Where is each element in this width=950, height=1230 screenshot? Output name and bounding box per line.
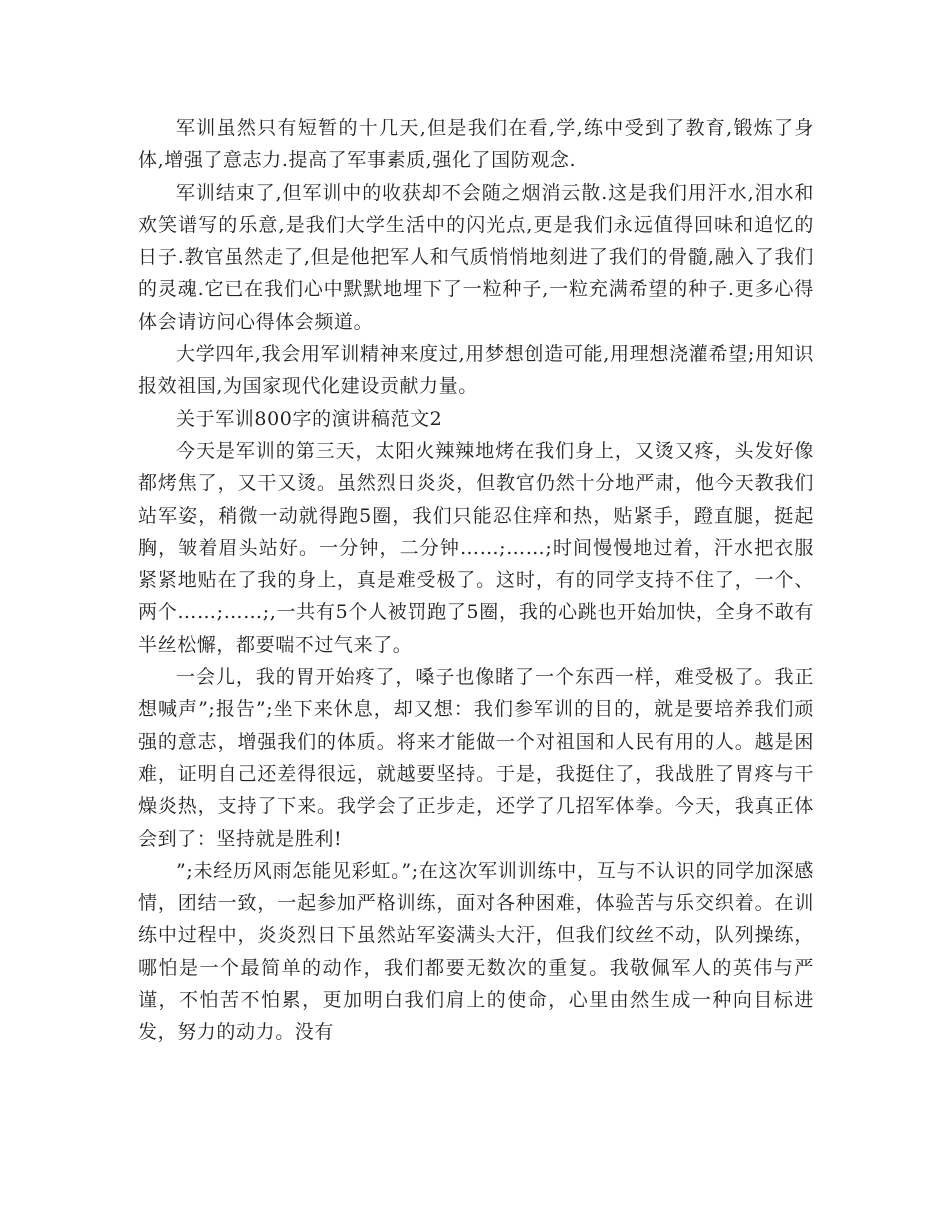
section-heading: 关于军训800字的演讲稿范文2 bbox=[176, 407, 443, 430]
paragraph-1: 军训虽然只有短暂的十几天,但是我们在看,学,练中受到了教育,锻炼了身体,增强了意志力.提高了军事素质,强化了国防观念. bbox=[138, 117, 814, 172]
paragraph-2: 军训结束了,但军训中的收获却不会随之烟消云散.这是我们用汗水,泪水和欢笑谱写的乐意,是我们大学生活中的闪光点,更是我们永远值得回味和追忆的日子.教官虽然走了,但是他把军人和气质悄悄地刻进了我们的骨髓,融入了我们的灵魂.它已在我们心中默默地埋下了一粒种子,一粒充满希望的种子.更多心得体会请访问心得体会频道。 bbox=[138, 181, 814, 333]
document-page bbox=[138, 112, 814, 1049]
paragraph-5: 一会儿，我的胃开始疼了，嗓子也像睹了一个东西一样，难受极了。我正想喊声”;报告”;坐下来休息，却又想：我们参军训的目的，就是要培养我们顽强的意志，增强我们的体质。将来才能做一个对祖国和人民有用的人。越是困难，证明自己还差得很远，就越要坚持。于是，我挺住了，我战胜了胃疼与干燥炎热，支持了下来。我学会了正步走，还学了几招军体拳。今天，我真正体会到了：坚持就是胜利! bbox=[138, 666, 814, 850]
paragraph-6: ”;未经历风雨怎能见彩虹。”;在这次军训训练中，互与不认识的同学加深感情，团结一致，一起参加严格训练，面对各种困难，体验苦与乐交织着。在训练中过程中，炎炎烈日下虽然站军姿满头大汗，但我们纹丝不动，队列操练，哪怕是一个最简单的动作，我们都要无数次的重复。我敬佩军人的英伟与严谨，不怕苦不怕累，更加明白我们肩上的使命，心里由然生成一种向目标进发，努力的动力。没有 bbox=[138, 859, 814, 1044]
paragraph-4: 今天是军训的第三天，太阳火辣辣地烤在我们身上，又烫又疼，头发好像都烤焦了，又干又烫。虽然烈日炎炎，但教官仍然十分地严肃，他今天教我们站军姿，稍微一动就得跑5圈，我们只能忍住痒和热，贴紧手，蹬直腿，挺起胸，皱着眉头站好。一分钟，二分钟……;……;时间慢慢地过着，汗水把衣服紧紧地贴在了我的身上，真是难受极了。这时，有的同学支持不住了，一个、两个……;……;,一共有5个人被罚跑了5圈，我的心跳也开始加快，全身不敢有半丝松懈，都要喘不过气来了。 bbox=[138, 439, 814, 656]
paragraph-3: 大学四年,我会用军训精神来度过,用梦想创造可能,用理想浇灌希望;用知识报效祖国,为国家现代化建设贡献力量。 bbox=[138, 343, 814, 398]
